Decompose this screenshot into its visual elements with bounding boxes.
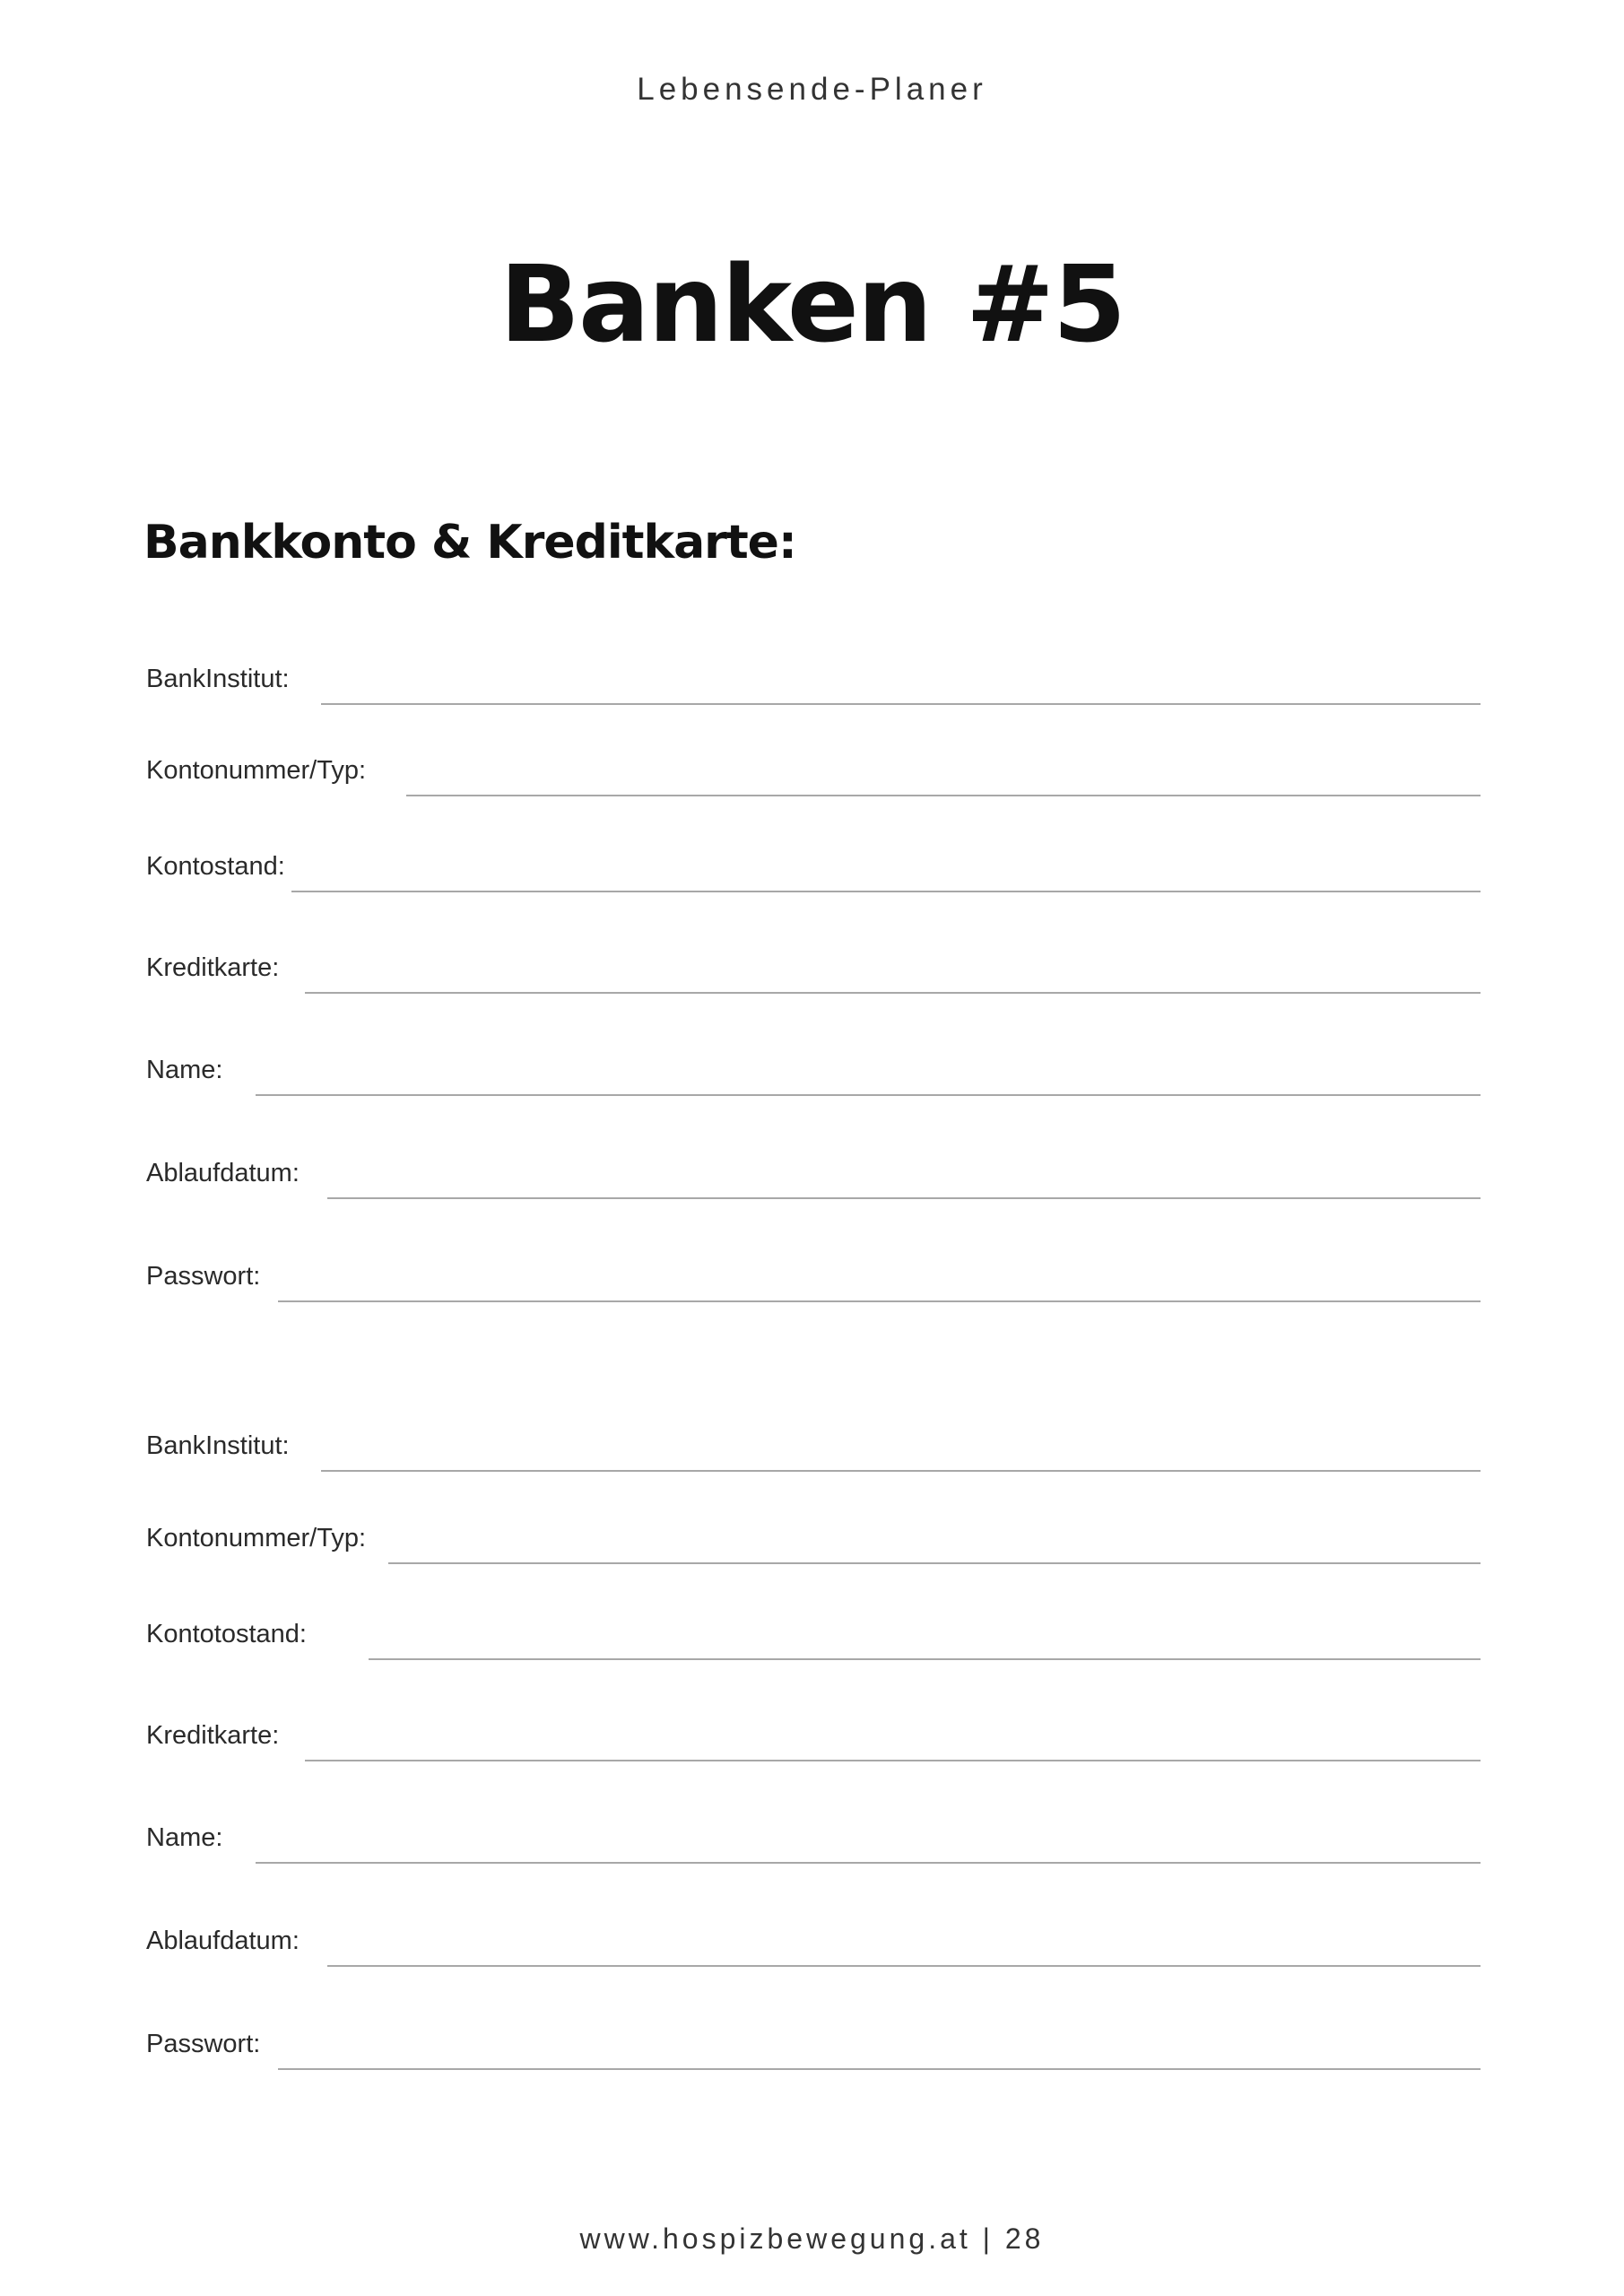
field-label: Kontonummer/Typ: [146, 756, 366, 785]
field-label: Name: [146, 1056, 223, 1084]
kreditkarte-field[interactable] [146, 942, 1481, 996]
write-line[interactable] [305, 1760, 1481, 1761]
kontonummer-typ-field[interactable] [146, 744, 1481, 798]
write-line[interactable] [369, 1658, 1481, 1660]
footer-separator: | [982, 2222, 994, 2255]
field-label: Passwort: [146, 1262, 261, 1291]
write-line[interactable] [327, 1965, 1481, 1967]
running-header: Lebensende-Planer [637, 72, 987, 107]
write-line[interactable] [291, 891, 1481, 892]
section-heading: Bankkonto & Kreditkarte: [143, 516, 796, 570]
kontonummer-typ-field[interactable] [146, 1512, 1481, 1566]
name-field[interactable] [146, 1812, 1481, 1866]
page-number: 28 [1004, 2222, 1045, 2255]
bankinstitut-field[interactable] [146, 653, 1481, 707]
write-line[interactable] [321, 703, 1481, 705]
field-label: Kontotostand: [146, 1620, 307, 1648]
page-title: Banken #5 [499, 242, 1125, 366]
ablaufdatum-field[interactable] [146, 1147, 1481, 1201]
kontostand-field[interactable] [146, 840, 1481, 894]
field-label: BankInstitut: [146, 1431, 290, 1460]
website-link[interactable]: www.hospizbewegung.at [579, 2222, 971, 2255]
write-line[interactable] [406, 795, 1481, 796]
kreditkarte-field[interactable] [146, 1709, 1481, 1763]
write-line[interactable] [278, 2068, 1481, 2070]
field-label: Ablaufdatum: [146, 1926, 300, 1955]
write-line[interactable] [388, 1562, 1481, 1564]
field-label: Kontostand: [146, 852, 285, 881]
write-line[interactable] [321, 1470, 1481, 1472]
field-label: Ablaufdatum: [146, 1159, 300, 1187]
field-label: Kreditkarte: [146, 953, 280, 982]
page-footer [0, 2222, 1624, 2256]
passwort-field[interactable] [146, 1250, 1481, 1304]
write-line[interactable] [278, 1300, 1481, 1302]
bankinstitut-field[interactable] [146, 1420, 1481, 1474]
write-line[interactable] [256, 1094, 1481, 1096]
write-line[interactable] [327, 1197, 1481, 1199]
passwort-field[interactable] [146, 2018, 1481, 2072]
field-label: Kontonummer/Typ: [146, 1524, 366, 1552]
name-field[interactable] [146, 1044, 1481, 1098]
write-line[interactable] [256, 1862, 1481, 1864]
ablaufdatum-field[interactable] [146, 1915, 1481, 1969]
field-label: Kreditkarte: [146, 1721, 280, 1750]
kontostand-field[interactable] [146, 1608, 1481, 1662]
field-label: Name: [146, 1823, 223, 1852]
write-line[interactable] [305, 992, 1481, 994]
field-label: BankInstitut: [146, 665, 290, 693]
field-label: Passwort: [146, 2030, 261, 2058]
